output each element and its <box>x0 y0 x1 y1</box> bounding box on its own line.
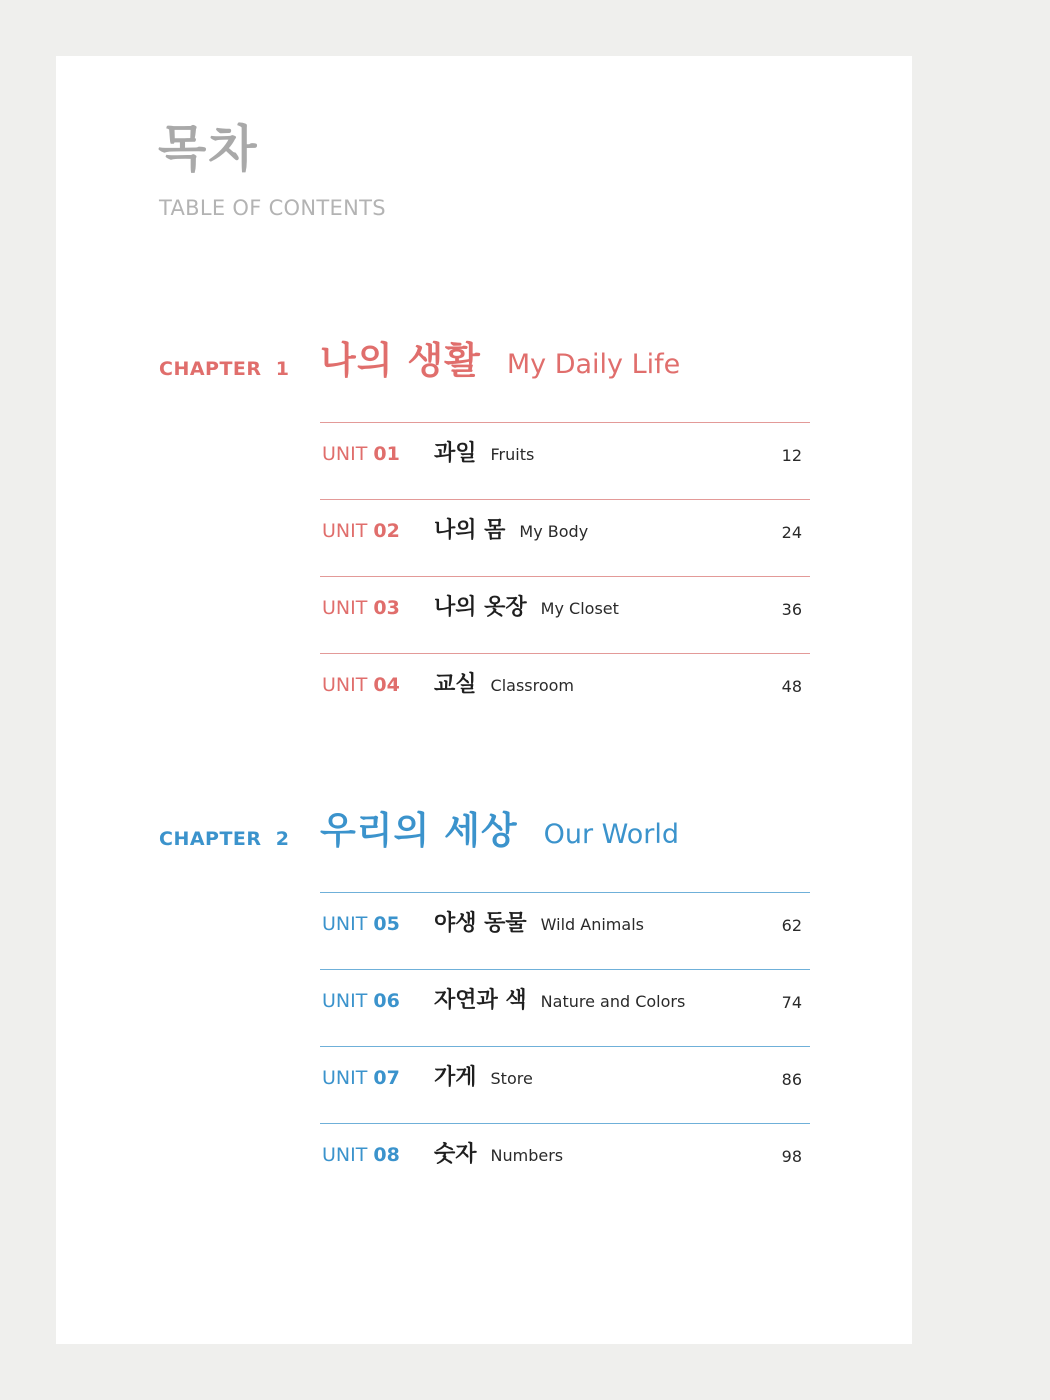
unit-page-number: 74 <box>781 993 802 1012</box>
unit-number: UNIT 03 <box>322 597 400 619</box>
unit-title: 가게 Store <box>434 1065 533 1090</box>
unit-title: 나의 몸 My Body <box>434 518 589 543</box>
unit-row-03[interactable] <box>320 576 810 653</box>
unit-list <box>320 422 810 730</box>
unit-page-number: 62 <box>781 916 802 935</box>
unit-number: UNIT 02 <box>322 520 400 542</box>
unit-page-number: 24 <box>781 523 802 542</box>
unit-row-05[interactable] <box>320 892 810 969</box>
unit-page-number: 48 <box>781 677 802 696</box>
unit-page-number: 98 <box>781 1147 802 1166</box>
unit-page-number: 36 <box>781 600 802 619</box>
unit-number: UNIT 08 <box>322 1144 400 1166</box>
unit-number: UNIT 01 <box>322 443 400 465</box>
unit-title: 자연과 색 Nature and Colors <box>434 988 686 1013</box>
chapter-title-en: Our World <box>543 819 680 850</box>
unit-list <box>320 892 810 1200</box>
unit-number: UNIT 07 <box>322 1067 400 1089</box>
unit-title: 야생 동물 Wild Animals <box>434 911 644 936</box>
unit-number: UNIT 06 <box>322 990 400 1012</box>
unit-row-04[interactable] <box>320 653 810 730</box>
unit-page-number: 86 <box>781 1070 802 1089</box>
chapter-title-en: My Daily Life <box>506 349 681 380</box>
toc-page <box>56 56 912 1344</box>
chapter-title-ko: 나의 생활 <box>320 339 481 382</box>
unit-row-08[interactable] <box>320 1123 810 1200</box>
page-title: 목차 <box>158 120 259 178</box>
unit-number: UNIT 04 <box>322 674 400 696</box>
chapter-heading <box>320 339 681 382</box>
unit-page-number: 12 <box>781 446 802 465</box>
unit-row-06[interactable] <box>320 969 810 1046</box>
chapter-label: CHAPTER 1 <box>159 358 290 380</box>
chapter-title-ko: 우리의 세상 <box>320 809 518 852</box>
unit-title: 교실 Classroom <box>434 672 574 697</box>
unit-title: 나의 옷장 My Closet <box>434 595 619 620</box>
unit-title: 숫자 Numbers <box>434 1142 564 1167</box>
chapter-label: CHAPTER 2 <box>159 828 290 850</box>
chapter-heading <box>320 809 680 852</box>
unit-title: 과일 Fruits <box>434 441 535 466</box>
page-subtitle: TABLE OF CONTENTS <box>159 196 386 220</box>
unit-row-01[interactable] <box>320 422 810 499</box>
unit-row-07[interactable] <box>320 1046 810 1123</box>
unit-number: UNIT 05 <box>322 913 400 935</box>
unit-row-02[interactable] <box>320 499 810 576</box>
